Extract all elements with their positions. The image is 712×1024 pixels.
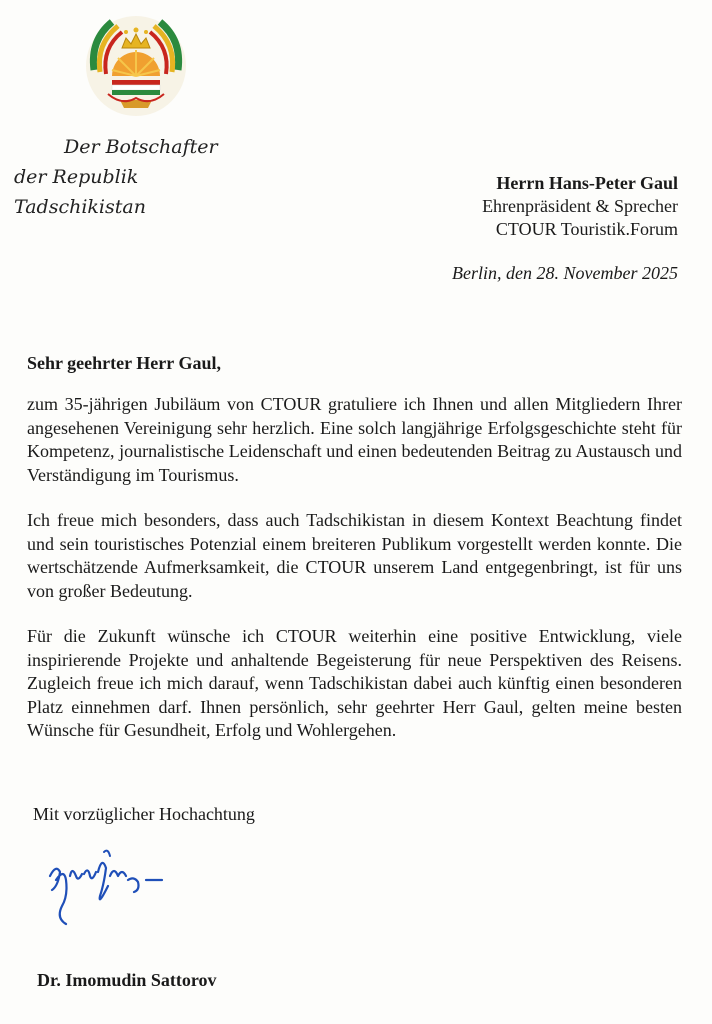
- letterhead-line-2: der Republik Tadschikistan: [14, 166, 146, 218]
- signer-name: Dr. Imomudin Sattorov: [37, 970, 217, 990]
- tajikistan-emblem-icon: [82, 10, 190, 118]
- letter-date: Berlin, den 28. November 2025: [452, 263, 678, 283]
- recipient-name: Herrn Hans-Peter Gaul: [496, 173, 678, 193]
- recipient-title: Ehrenpräsident & Sprecher: [482, 196, 678, 216]
- body-paragraph-1: zum 35-jährigen Jubiläum von CTOUR gratuliere ich Ihnen und allen Mitgliedern Ihrer angesehenen Vereinigung sehr herzlich. Eine solch langjährige Erfolgsgeschichte steht für Kompetenz, journalistische Leidenschaft und einen bedeutenden Beitrag zu Austausch und Verständigung im Tourismus.: [27, 394, 682, 485]
- body-paragraph-3: Für die Zukunft wünsche ich CTOUR weiterhin eine positive Entwicklung, viele inspirierende Projekte und anhaltende Begeisterung für neue Perspektiven des Reisens. Zugleich freue ich mich darauf, wenn Tadschikistan dabei auch künftig einen besonderen Platz einnehmen darf. Ihnen persönlich, sehr geehrter Herr Gaul, gelten meine besten Wünsche für Gesundheit, Erfolg und Wohlergehen.: [27, 626, 682, 740]
- salutation: Sehr geehrter Herr Gaul,: [27, 353, 221, 373]
- signature-icon: [42, 846, 192, 941]
- letter-body: [27, 393, 682, 765]
- closing-phrase: Mit vorzüglicher Hochachtung: [33, 804, 255, 824]
- letterhead: [14, 132, 274, 222]
- body-paragraph-2: Ich freue mich besonders, dass auch Tadschikistan in diesem Kontext Beachtung findet und sein touristisches Potenzial einem breiteren Publikum vorgestellt werden konnte. Die wertschätzende Aufmerksamkeit, die CTOUR unserem Land entgegenbringt, ist für uns von großer Bedeutung.: [27, 510, 682, 601]
- letterhead-line-1: Der Botschafter: [64, 136, 218, 158]
- recipient-address: [482, 172, 678, 241]
- recipient-organization: CTOUR Touristik.Forum: [495, 219, 678, 239]
